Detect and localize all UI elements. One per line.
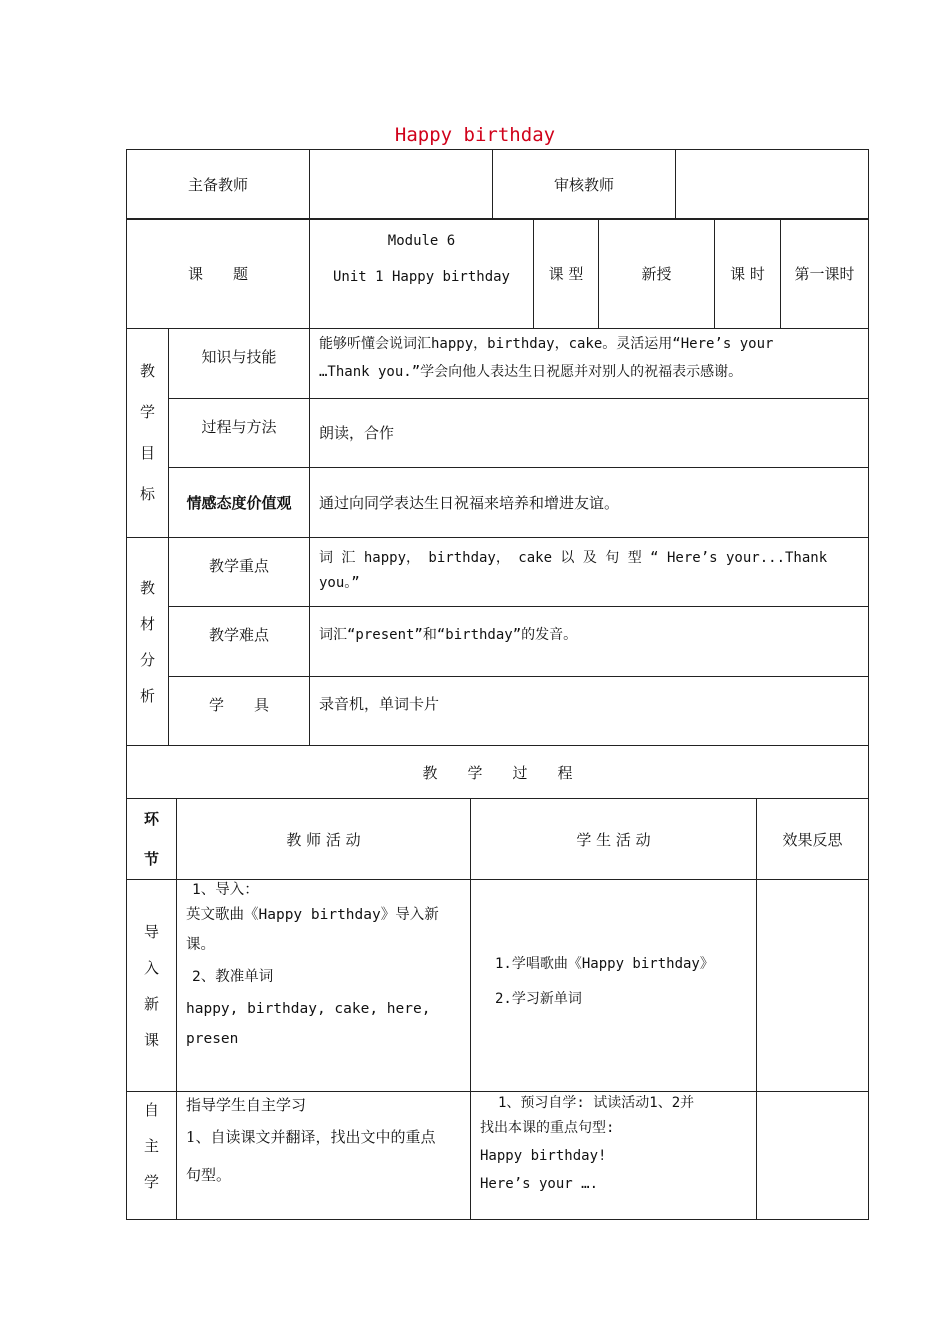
objective-attitude: 通过向同学表达生日祝福来培养和增进友谊。 [310,468,869,538]
period-label: 课 时 [715,219,781,329]
stage-self-study-teacher: 指导学生自主学习 1、自读课文并翻译，找出文中的重点 句型。 [177,1092,471,1220]
topic-value [310,219,534,329]
stage-self-study-reflection [757,1092,869,1220]
objective-label-process: 过程与方法 [169,399,310,468]
lead-teacher-value [310,150,493,220]
objective-knowledge: 能够听懂会说词汇happy，birthday，cake。灵活运用“Here’s your …Thank you.”学会向他人表达生日祝愿并对别人的祝福表示感谢。 [310,329,869,399]
topic-label: 课 题 [127,219,310,329]
col-stage-header: 环 节 [127,799,177,880]
materials-group-label: 教 材 分 析 [127,538,169,746]
header-table [126,149,869,220]
col-reflection-header: 效果反思 [757,799,869,880]
stage-intro-teacher: 1、导入： 英文歌曲《Happy birthday》导入新 课。 2、教准单词 happy, birthday, cake, here, presen [177,880,471,1092]
topic-line-2: Unit 1 Happy birthday [332,269,510,285]
material-tools: 录音机，单词卡片 [310,677,869,746]
stage-self-study-student: 1、预习自学: 试读活动1、2并 找出本课的重点句型: Happy birthday! Here’s your …. [471,1092,757,1220]
period-value: 第一课时 [781,219,869,329]
process-table [126,745,869,1220]
objectives-group-label: 教 学 目 标 [127,329,169,538]
material-key: 词 汇 happy， birthday， cake 以 及 句 型 “ Here’s your...Thank you。” [310,538,869,607]
stage-intro-label: 导 入 新 课 [127,880,177,1092]
type-value: 新授 [599,219,715,329]
topic-line-1: Module 6 [387,233,456,249]
material-difficulty: 词汇“present”和“birthday”的发音。 [310,607,869,677]
objectives-table [126,328,869,746]
stage-intro-student: 1.学唱歌曲《Happy birthday》 2.学习新单词 [471,880,757,1092]
reviewer-value [676,150,869,220]
material-label-key: 教学重点 [169,538,310,607]
lead-teacher-label: 主备教师 [127,150,310,220]
stage-intro-reflection [757,880,869,1092]
stage-self-study-label: 自 主 学 [127,1092,177,1220]
material-label-difficulty: 教学难点 [169,607,310,677]
document-title: Happy birthday [394,124,556,146]
objective-label-knowledge: 知识与技能 [169,329,310,399]
col-teacher-header: 教 师 活 动 [177,799,471,880]
material-label-tools: 学 具 [169,677,310,746]
type-label: 课 型 [534,219,599,329]
process-heading: 教 学 过 程 [127,746,869,799]
reviewer-label: 审核教师 [493,150,676,220]
col-student-header: 学 生 活 动 [471,799,757,880]
lesson-table [126,218,869,329]
objective-label-attitude: 情感态度价值观 [169,468,310,538]
objective-process: 朗读，合作 [310,399,869,468]
